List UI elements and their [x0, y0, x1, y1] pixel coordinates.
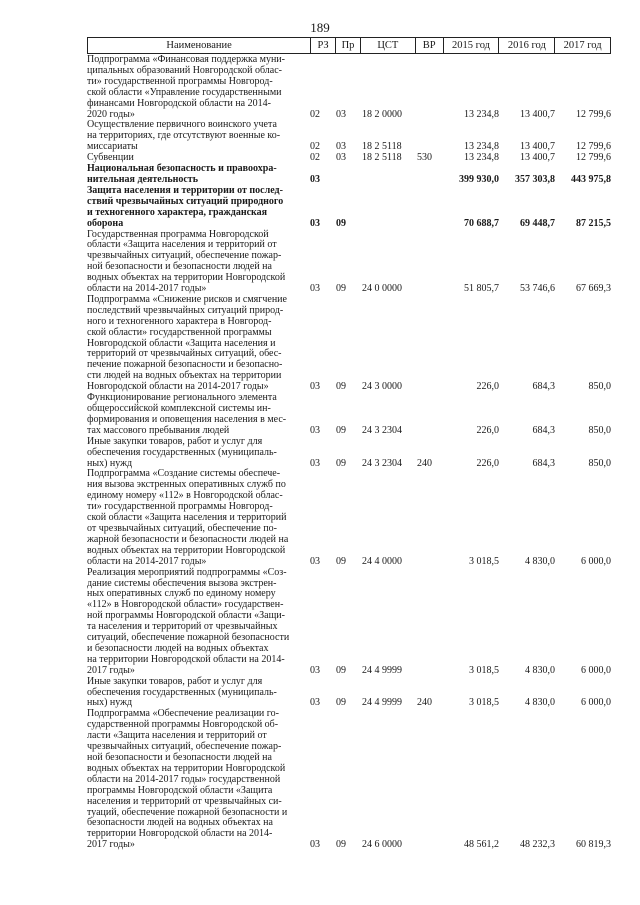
row-2016: 13 400,7	[520, 152, 555, 164]
row-2015: 399 930,0	[459, 173, 499, 185]
row-rz: 03	[310, 555, 320, 567]
table-row	[87, 677, 611, 710]
row-cst: 24 4 9999	[362, 664, 402, 676]
row-2015: 226,0	[476, 424, 499, 436]
row-2015: 48 561,2	[464, 839, 499, 851]
header-2017: 2017 год	[554, 38, 610, 53]
row-2017: 60 819,3	[576, 839, 611, 851]
row-2015: 3 018,5	[469, 697, 499, 709]
row-rz: 02	[310, 141, 320, 153]
row-rz: 03	[310, 173, 320, 185]
header-cst: ЦСТ	[360, 38, 415, 53]
table-row	[87, 164, 611, 186]
row-2017: 850,0	[588, 381, 611, 393]
row-rz: 03	[310, 424, 320, 436]
row-pr: 09	[336, 424, 346, 436]
header-pr: Пр	[335, 38, 360, 53]
row-rz: 03	[310, 283, 320, 295]
row-rz: 03	[310, 664, 320, 676]
table-row	[87, 55, 611, 120]
row-2015: 3 018,5	[469, 555, 499, 567]
row-2017: 87 215,5	[576, 217, 611, 229]
row-2017: 12 799,6	[576, 108, 611, 120]
row-rz: 02	[310, 152, 320, 164]
row-pr: 03	[336, 152, 346, 164]
row-cst: 24 3 2304	[362, 424, 402, 436]
row-pr: 03	[336, 108, 346, 120]
table-body	[87, 55, 611, 851]
row-vr: 240	[417, 697, 432, 709]
row-pr: 09	[336, 664, 346, 676]
row-rz: 03	[310, 217, 320, 229]
table-row	[87, 469, 611, 567]
row-2015: 3 018,5	[469, 664, 499, 676]
row-rz: 03	[310, 697, 320, 709]
header-2016: 2016 год	[498, 38, 554, 53]
row-cst: 24 4 9999	[362, 697, 402, 709]
table-row	[87, 568, 611, 677]
row-pr: 09	[336, 839, 346, 851]
header-2015: 2015 год	[443, 38, 499, 53]
row-2016: 69 448,7	[520, 217, 555, 229]
row-cst: 18 2 0000	[362, 108, 402, 120]
row-2016: 4 830,0	[525, 664, 555, 676]
row-name: Подпрограмма «Снижение рисков и смягчение последствий чрезвычайных ситуаций природ- ного и техногенного характера в Новгород- ской области» государственной программы Новгородской области «Защита населения и территорий от чрезвычайных ситуаций, обес- печение пожарной безопасности и безопасно- сти людей на водных объектах на территории Новгородской области на 2014-2017 годы»	[87, 293, 287, 393]
row-2017: 6 000,0	[581, 697, 611, 709]
row-2016: 684,3	[532, 381, 555, 393]
row-rz: 03	[310, 381, 320, 393]
row-cst: 24 0 0000	[362, 283, 402, 295]
row-name: Подпрограмма «Создание системы обеспече- ния вызова экстренных оперативных служб по единому номеру «112» в Новгородской облас- ти» государственной программы Новгород- ской области «Защита населения и территорий от чрезвычайных ситуаций, обеспечение по- жарной безопасности и безопасности людей на водных объектах на территории Новгородской области на 2014-2017 годы»	[87, 468, 289, 567]
row-2015: 226,0	[476, 381, 499, 393]
page-number: 189	[310, 20, 330, 35]
row-2015: 13 234,8	[464, 141, 499, 153]
row-name: Осуществление первичного воинского учета на территориях, где отсутствуют военные ко- миссариаты	[87, 119, 281, 153]
row-2017: 12 799,6	[576, 141, 611, 153]
row-2017: 6 000,0	[581, 664, 611, 676]
row-name: Национальная безопасность и правоохра- нительная деятельность	[87, 163, 277, 185]
row-name: Подпрограмма «Финансовая поддержка муни- ципальных образований Новгородской облас- ти» государственной программы Новгород- ской области «Управление государственными финансами Новгородской области на 2014- 2020 годы»	[87, 54, 285, 120]
row-2015: 226,0	[476, 457, 499, 469]
row-name: Государственная программа Новгородской области «Защита населения и территорий от чрезвычайных ситуаций, обеспечение пожар- ной безопасности и безопасности людей на водных объектах на территории Новгородской области на 2014-2017 годы»	[87, 228, 286, 295]
row-2017: 67 669,3	[576, 283, 611, 295]
table-row	[87, 186, 611, 230]
row-2016: 4 830,0	[525, 555, 555, 567]
table-row	[87, 709, 611, 851]
row-name: Субвенции	[87, 152, 134, 164]
row-2016: 684,3	[532, 457, 555, 469]
row-rz: 03	[310, 839, 320, 851]
row-name: Реализация мероприятий подпрограммы «Соз- дание системы обеспечения вызова экстрен- ных оперативных служб по единому номеру «112» в Новгородской области» государствен- ной программы Новгородской области «Защи- та населения и территорий от чрезвычайных ситуаций, обеспечение пожарной безопасности и безопасности людей на водных объектах на территории Новгородской области на 2014- 2017 годы»	[87, 566, 290, 676]
row-vr: 240	[417, 457, 432, 469]
row-2017: 850,0	[588, 424, 611, 436]
table-row	[87, 120, 611, 153]
row-2017: 12 799,6	[576, 152, 611, 164]
row-name: Функционирование регионального элемента общероссийской комплексной системы ин- формирования и оповещения населения в мес- тах массового пребывания людей	[87, 392, 287, 436]
row-cst: 18 2 5118	[362, 152, 402, 164]
row-2016: 357 303,8	[515, 173, 555, 185]
row-2016: 13 400,7	[520, 108, 555, 120]
row-pr: 09	[336, 381, 346, 393]
row-2016: 4 830,0	[525, 697, 555, 709]
row-pr: 09	[336, 697, 346, 709]
budget-table	[87, 37, 611, 851]
row-2017: 850,0	[588, 457, 611, 469]
row-2015: 70 688,7	[464, 217, 499, 229]
row-2015: 13 234,8	[464, 152, 499, 164]
row-pr: 09	[336, 457, 346, 469]
row-rz: 03	[310, 457, 320, 469]
row-pr: 03	[336, 141, 346, 153]
row-2016: 684,3	[532, 424, 555, 436]
row-2016: 53 746,6	[520, 283, 555, 295]
row-name: Подпрограмма «Обеспечение реализации го- сударственной программы Новгородской об- ласти «Защита населения и территорий от чрезвычайных ситуаций, обеспечение пожар- ной безопасности и безопасности людей на водных объектах на территории Новгородской области на 2014-2017 годы» государственной программы Новгородской области «Защита населения и территорий от чрезвычайных си- туаций, обеспечение пожарной безопасности и безопасности людей на водных объектах на территории Новгородской области на 2014- 2017 годы»	[87, 708, 288, 851]
row-cst: 24 6 0000	[362, 839, 402, 851]
table-row	[87, 437, 611, 470]
row-pr: 09	[336, 555, 346, 567]
table-row	[87, 295, 611, 393]
table-row	[87, 393, 611, 437]
row-2016: 48 232,3	[520, 839, 555, 851]
row-name: Иные закупки товаров, работ и услуг для обеспечения государственных (муниципаль- ных) нужд	[87, 435, 277, 469]
table-header	[87, 37, 611, 54]
row-pr: 09	[336, 283, 346, 295]
row-2016: 13 400,7	[520, 141, 555, 153]
header-name: Наименование	[166, 40, 232, 51]
row-2017: 443 975,8	[571, 173, 611, 185]
row-cst: 18 2 5118	[362, 141, 402, 153]
row-vr: 530	[417, 152, 432, 164]
header-vr: ВР	[415, 38, 443, 53]
row-rz: 02	[310, 108, 320, 120]
table-row	[87, 230, 611, 295]
row-name: Защита населения и территории от послед- ствий чрезвычайных ситуаций природного и техногенного характера, гражданская оборона	[87, 184, 284, 229]
row-2017: 6 000,0	[581, 555, 611, 567]
header-rz: РЗ	[310, 38, 335, 53]
row-name: Иные закупки товаров, работ и услуг для обеспечения государственных (муниципаль- ных) нужд	[87, 675, 277, 709]
row-cst: 24 3 0000	[362, 381, 402, 393]
row-cst: 24 3 2304	[362, 457, 402, 469]
row-2015: 13 234,8	[464, 108, 499, 120]
row-2015: 51 805,7	[464, 283, 499, 295]
row-pr: 09	[336, 217, 346, 229]
row-cst: 24 4 0000	[362, 555, 402, 567]
